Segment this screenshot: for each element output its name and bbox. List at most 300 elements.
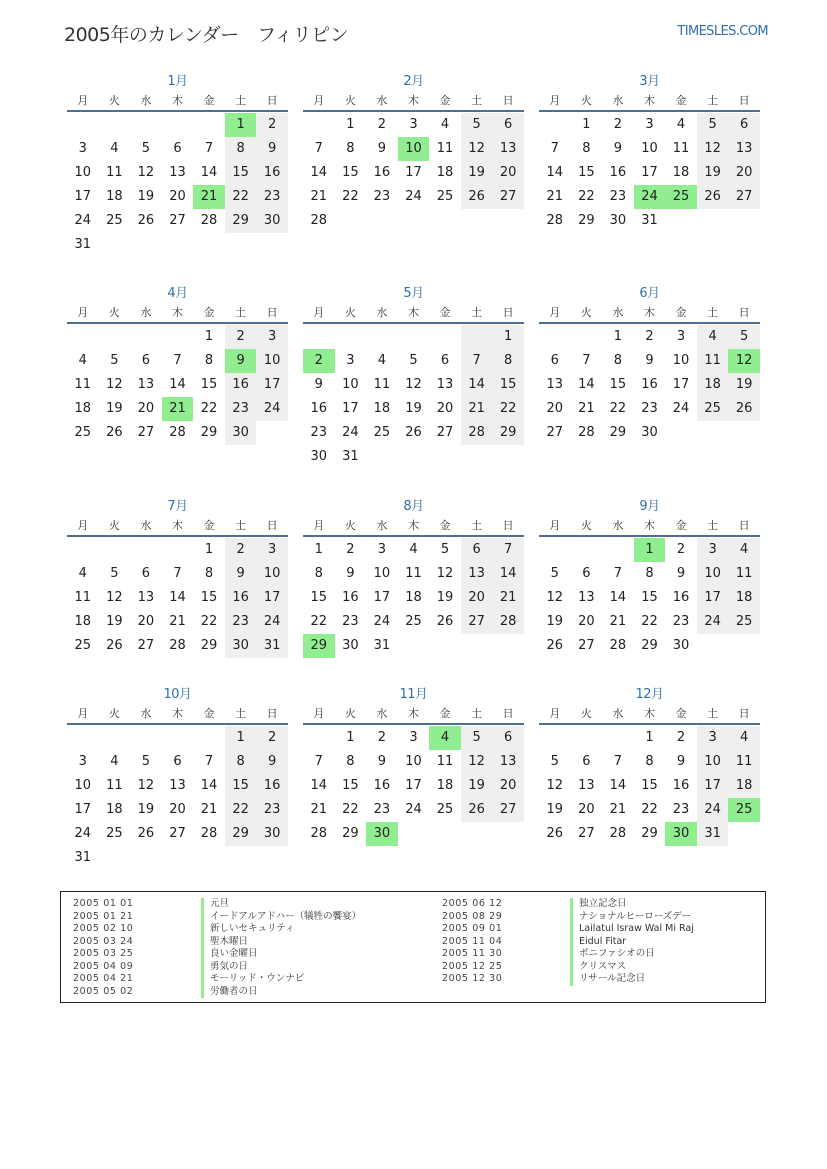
day-cell: 7 (204, 141, 214, 156)
weekday-label: 火 (580, 707, 592, 720)
day-cell: 24 (256, 610, 288, 634)
holiday-name: Lailatul Israw Wal Mi Raj (570, 923, 694, 936)
day-cell: 23 (342, 614, 359, 629)
weekday-label: 日 (502, 94, 514, 107)
holiday-name: 労働者の日 (201, 986, 258, 999)
day-cell: 26 (436, 614, 454, 629)
empty-day-cell (193, 726, 225, 750)
day-cell: 13 (461, 562, 493, 586)
holiday-date: 2005 09 01 (442, 923, 503, 934)
day-cell: 14 (200, 778, 218, 793)
month-block (303, 285, 524, 469)
empty-day-cell (193, 113, 225, 137)
empty-day-cell (162, 846, 194, 870)
day-cell: 7 (492, 538, 524, 562)
holiday-day-cell: 21 (193, 185, 225, 209)
day-cell: 27 (578, 638, 595, 653)
day-cell: 2 (225, 538, 257, 562)
day-cell: 28 (578, 425, 595, 440)
weekday-label: 月 (313, 519, 325, 532)
month-block (67, 73, 288, 257)
empty-day-cell (366, 209, 398, 233)
empty-day-cell (697, 634, 729, 658)
day-cell: 14 (169, 590, 186, 605)
weekday-label: 土 (707, 94, 719, 107)
day-cell: 27 (578, 826, 595, 841)
day-cell: 1 (492, 325, 524, 349)
holiday-date: 2005 04 21 (73, 973, 134, 984)
holiday-day-cell: 1 (634, 538, 666, 562)
empty-day-cell (429, 822, 461, 846)
day-cell: 29 (225, 822, 257, 846)
day-cell: 7 (613, 754, 623, 769)
day-cell: 12 (436, 566, 454, 581)
day-cell: 6 (173, 141, 182, 156)
month-title: 4月 (167, 286, 188, 301)
weekday-label: 日 (502, 306, 514, 319)
weekday-label: 土 (471, 707, 483, 720)
header-rule (67, 535, 288, 537)
weekday-label: 日 (266, 306, 278, 319)
day-cell: 18 (106, 802, 123, 817)
day-cell: 26 (137, 213, 155, 228)
day-cell: 2 (377, 730, 387, 745)
weekday-label: 土 (235, 707, 247, 720)
day-cell: 14 (609, 778, 627, 793)
day-cell: 25 (106, 213, 123, 228)
day-cell: 18 (436, 778, 454, 793)
day-cell: 21 (492, 586, 524, 610)
day-cell: 19 (436, 590, 454, 605)
day-cell: 9 (676, 566, 686, 581)
day-cell: 15 (310, 590, 328, 605)
day-cell: 4 (440, 117, 450, 132)
week-row (67, 161, 288, 185)
day-cell: 2 (256, 113, 288, 137)
day-cell: 4 (697, 325, 729, 349)
day-cell: 24 (697, 798, 729, 822)
empty-day-cell (366, 325, 398, 349)
day-cell: 25 (405, 614, 422, 629)
week-row (303, 421, 524, 445)
weekday-label: 金 (439, 306, 451, 319)
weekday-label: 月 (77, 707, 89, 720)
weekday-label: 火 (108, 94, 120, 107)
day-cell: 24 (74, 826, 92, 841)
week-row (539, 822, 760, 846)
weekday-label: 木 (643, 94, 655, 107)
empty-day-cell (602, 538, 634, 562)
day-cell: 10 (697, 750, 729, 774)
month-title: 2月 (403, 74, 424, 89)
day-cell: 8 (225, 137, 257, 161)
day-cell: 18 (672, 165, 690, 180)
day-cell: 6 (582, 754, 591, 769)
week-row (303, 634, 524, 658)
weekday-label: 土 (707, 519, 719, 532)
day-cell: 30 (256, 209, 288, 233)
holiday-name: モーリッド・ウンナビ (201, 973, 304, 986)
weekday-label: 月 (77, 306, 89, 319)
empty-day-cell (398, 634, 430, 658)
empty-day-cell (193, 846, 225, 870)
day-cell: 5 (409, 353, 418, 368)
day-cell: 17 (697, 774, 729, 798)
weekday-label: 金 (439, 94, 451, 107)
day-cell: 23 (641, 401, 658, 416)
day-cell: 2 (676, 542, 686, 557)
empty-day-cell (492, 445, 524, 469)
day-cell: 25 (436, 189, 454, 204)
holiday-name: ボニファシオの日 (570, 948, 655, 961)
day-cell: 27 (137, 638, 155, 653)
weekday-label: 金 (675, 94, 687, 107)
day-cell: 8 (492, 349, 524, 373)
day-cell: 8 (346, 754, 355, 769)
week-row (539, 397, 760, 421)
day-cell: 11 (672, 141, 690, 156)
weekday-label: 火 (108, 519, 120, 532)
week-row (303, 445, 524, 469)
day-cell: 7 (204, 754, 214, 769)
week-row (67, 726, 288, 750)
day-cell: 3 (78, 141, 87, 156)
day-cell: 8 (204, 353, 214, 368)
day-cell: 30 (609, 213, 627, 228)
day-cell: 22 (342, 802, 359, 817)
day-cell: 17 (342, 401, 359, 416)
week-row (67, 562, 288, 586)
empty-day-cell (303, 726, 335, 750)
weekday-header (539, 516, 760, 535)
day-cell: 15 (578, 165, 595, 180)
holiday-name: 独立記念日 (570, 898, 627, 911)
day-cell: 28 (200, 826, 218, 841)
day-cell: 4 (676, 117, 686, 132)
empty-day-cell (130, 846, 162, 870)
day-cell: 20 (169, 189, 186, 204)
weekday-label: 火 (580, 94, 592, 107)
day-cell: 12 (461, 750, 493, 774)
day-cell: 5 (728, 325, 760, 349)
day-cell: 9 (377, 754, 387, 769)
week-row (303, 373, 524, 397)
empty-day-cell (99, 113, 131, 137)
weekday-label: 月 (549, 306, 561, 319)
day-cell: 31 (342, 449, 359, 464)
day-cell: 20 (728, 161, 760, 185)
day-cell: 20 (137, 614, 155, 629)
week-row (67, 185, 288, 209)
holiday-day-cell: 25 (728, 798, 760, 822)
day-cell: 13 (578, 778, 595, 793)
day-cell: 7 (173, 566, 182, 581)
empty-day-cell (162, 538, 194, 562)
week-row (67, 373, 288, 397)
day-cell: 24 (672, 401, 690, 416)
week-row (303, 610, 524, 634)
day-cell: 2 (645, 329, 654, 344)
holiday-date: 2005 11 30 (442, 948, 503, 959)
holiday-day-cell: 1 (225, 113, 257, 137)
day-cell: 19 (137, 189, 155, 204)
day-cell: 27 (492, 185, 524, 209)
month-title: 3月 (639, 74, 660, 89)
day-cell: 23 (609, 189, 627, 204)
week-row (539, 774, 760, 798)
weekday-label: 水 (376, 94, 388, 107)
day-cell: 26 (728, 397, 760, 421)
weekday-label: 木 (407, 306, 419, 319)
weekday-label: 木 (171, 94, 183, 107)
day-cell: 17 (405, 778, 422, 793)
day-cell: 16 (641, 377, 658, 392)
week-row (303, 538, 524, 562)
empty-day-cell (728, 421, 760, 445)
day-cell: 28 (609, 638, 627, 653)
day-cell: 17 (405, 165, 422, 180)
day-cell: 16 (609, 165, 627, 180)
day-cell: 26 (137, 826, 155, 841)
holiday-day-cell: 29 (303, 634, 335, 658)
day-cell: 13 (492, 137, 524, 161)
day-cell: 12 (106, 377, 123, 392)
weekday-label: 金 (439, 707, 451, 720)
day-cell: 12 (137, 778, 155, 793)
day-cell: 17 (256, 586, 288, 610)
day-cell: 26 (106, 638, 123, 653)
day-cell: 29 (641, 638, 658, 653)
empty-day-cell (130, 113, 162, 137)
day-cell: 15 (609, 377, 627, 392)
weekday-label: 火 (344, 707, 356, 720)
day-cell: 12 (137, 165, 155, 180)
day-cell: 16 (310, 401, 328, 416)
holiday-name: クリスマス (570, 961, 626, 974)
weekday-label: 金 (203, 94, 215, 107)
empty-day-cell (697, 209, 729, 233)
holiday-name: 良い金曜日 (201, 948, 258, 961)
day-cell: 3 (377, 542, 387, 557)
day-cell: 23 (672, 802, 690, 817)
weekday-label: 金 (203, 707, 215, 720)
empty-day-cell (429, 209, 461, 233)
day-cell: 29 (492, 421, 524, 445)
day-cell: 29 (342, 826, 359, 841)
empty-day-cell (728, 634, 760, 658)
day-cell: 26 (461, 798, 493, 822)
day-cell: 6 (173, 754, 182, 769)
day-cell: 9 (314, 377, 323, 392)
day-cell: 1 (204, 542, 214, 557)
day-cell: 17 (74, 189, 92, 204)
day-cell: 22 (225, 185, 257, 209)
holiday-name: Eidul Fitar (570, 936, 626, 949)
header-rule (539, 723, 760, 725)
header-rule (67, 322, 288, 324)
week-row (539, 161, 760, 185)
day-cell: 7 (173, 353, 182, 368)
day-cell: 24 (373, 614, 391, 629)
day-cell: 27 (137, 425, 155, 440)
day-cell: 23 (225, 397, 257, 421)
weekday-label: 土 (235, 94, 247, 107)
site-link[interactable]: TIMESLES.COM (677, 24, 768, 39)
weekday-label: 日 (266, 519, 278, 532)
week-row (303, 397, 524, 421)
day-cell: 20 (492, 161, 524, 185)
empty-day-cell (366, 445, 398, 469)
week-row (67, 610, 288, 634)
empty-day-cell (67, 325, 99, 349)
day-cell: 14 (310, 778, 328, 793)
weekday-label: 金 (675, 519, 687, 532)
day-cell: 17 (256, 373, 288, 397)
weekday-label: 水 (140, 519, 152, 532)
holiday-day-cell: 21 (162, 397, 194, 421)
day-cell: 19 (546, 802, 564, 817)
weekday-header (67, 91, 288, 110)
day-cell: 9 (346, 566, 355, 581)
weekday-label: 木 (643, 306, 655, 319)
month-block (303, 498, 524, 658)
header-rule (539, 110, 760, 112)
day-cell: 5 (550, 566, 559, 581)
day-cell: 11 (106, 165, 123, 180)
day-cell: 4 (728, 538, 760, 562)
day-cell: 29 (200, 638, 218, 653)
month-title: 9月 (639, 499, 660, 514)
holiday-day-cell: 2 (303, 349, 335, 373)
month-title: 7月 (167, 499, 188, 514)
day-cell: 24 (697, 610, 729, 634)
day-cell: 27 (436, 425, 454, 440)
day-cell: 11 (106, 778, 123, 793)
week-row (67, 538, 288, 562)
empty-day-cell (539, 538, 571, 562)
day-cell: 9 (676, 754, 686, 769)
day-cell: 23 (373, 189, 391, 204)
header-rule (539, 535, 760, 537)
day-cell: 13 (546, 377, 564, 392)
empty-day-cell (256, 846, 288, 870)
day-cell: 30 (641, 425, 658, 440)
header-rule (67, 723, 288, 725)
day-cell: 16 (342, 590, 359, 605)
day-cell: 9 (256, 137, 288, 161)
empty-day-cell (602, 726, 634, 750)
day-cell: 13 (169, 778, 186, 793)
holiday-day-cell: 24 (634, 185, 666, 209)
month-block (67, 285, 288, 445)
day-cell: 2 (377, 117, 387, 132)
day-cell: 26 (461, 185, 493, 209)
day-cell: 15 (200, 377, 218, 392)
day-cell: 27 (728, 185, 760, 209)
day-cell: 22 (641, 802, 658, 817)
day-cell: 15 (200, 590, 218, 605)
header-rule (67, 110, 288, 112)
week-row (539, 373, 760, 397)
day-cell: 4 (78, 353, 87, 368)
day-cell: 18 (106, 189, 123, 204)
month-block (539, 498, 760, 658)
month-title: 11月 (399, 687, 428, 702)
day-cell: 21 (578, 401, 595, 416)
day-cell: 9 (613, 141, 623, 156)
day-cell: 19 (106, 401, 123, 416)
weekday-label: 金 (203, 306, 215, 319)
holiday-name: 元旦 (201, 898, 229, 911)
weekday-label: 月 (549, 519, 561, 532)
weekday-header (303, 303, 524, 322)
weekday-label: 金 (675, 306, 687, 319)
empty-day-cell (461, 445, 493, 469)
week-row (303, 349, 524, 373)
empty-day-cell (99, 538, 131, 562)
day-cell: 10 (672, 353, 690, 368)
day-cell: 22 (200, 614, 218, 629)
day-cell: 27 (492, 798, 524, 822)
week-row (303, 161, 524, 185)
empty-day-cell (461, 634, 493, 658)
empty-day-cell (303, 113, 335, 137)
week-row (303, 750, 524, 774)
day-cell: 28 (169, 425, 186, 440)
weekday-header (67, 704, 288, 723)
weekday-label: 火 (580, 306, 592, 319)
day-cell: 5 (141, 141, 151, 156)
day-cell: 29 (578, 213, 595, 228)
empty-day-cell (193, 233, 225, 257)
empty-day-cell (461, 209, 493, 233)
day-cell: 31 (256, 634, 288, 658)
day-cell: 23 (672, 614, 690, 629)
day-cell: 31 (641, 213, 658, 228)
day-cell: 13 (728, 137, 760, 161)
day-cell: 28 (461, 421, 493, 445)
day-cell: 28 (492, 610, 524, 634)
weekday-label: 火 (580, 519, 592, 532)
empty-day-cell (67, 113, 99, 137)
day-cell: 3 (78, 754, 87, 769)
holiday-date: 2005 03 24 (73, 935, 134, 947)
weekday-label: 月 (549, 707, 561, 720)
day-cell: 3 (676, 329, 686, 344)
day-cell: 3 (645, 117, 654, 132)
day-cell: 16 (672, 778, 690, 793)
day-cell: 8 (314, 566, 323, 581)
header-rule (303, 723, 524, 725)
day-cell: 2 (676, 730, 686, 745)
week-row (303, 185, 524, 209)
holiday-date: 2005 06 12 (442, 898, 503, 909)
day-cell: 2 (613, 117, 623, 132)
day-cell: 26 (106, 425, 123, 440)
weekday-label: 木 (643, 519, 655, 532)
day-cell: 28 (310, 213, 328, 228)
day-cell: 6 (582, 566, 591, 581)
day-cell: 25 (436, 802, 454, 817)
day-cell: 8 (645, 754, 654, 769)
day-cell: 7 (314, 141, 323, 156)
weekday-label: 日 (738, 707, 750, 720)
month-title: 12月 (635, 687, 664, 702)
weekday-header (539, 303, 760, 322)
day-cell: 17 (672, 377, 690, 392)
empty-day-cell (256, 233, 288, 257)
day-cell: 18 (697, 373, 729, 397)
